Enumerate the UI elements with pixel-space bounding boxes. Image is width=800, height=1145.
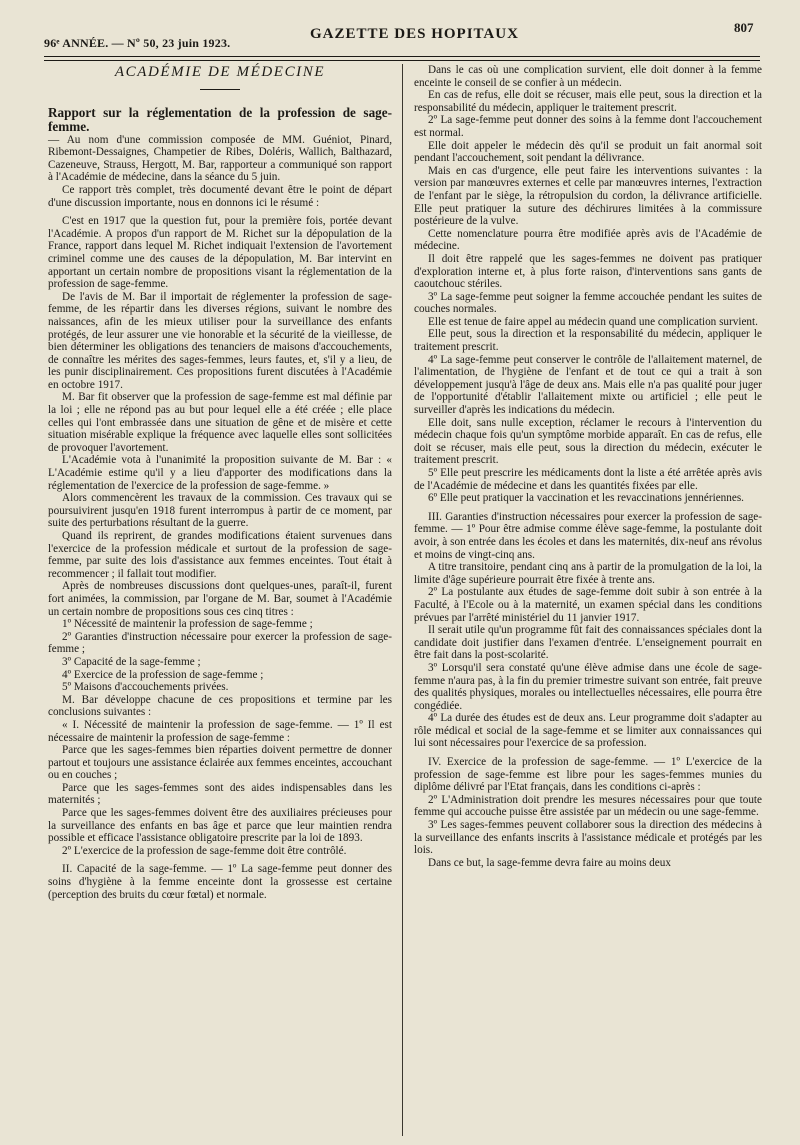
paragraph: 4º La durée des études est de deux ans. Leur programme doit s'adapter au rôle médical et social de la sage-femme et se limiter aux connaissances qui lui sont nécessaires pour l'exercice de sa profession. [414,712,762,750]
header-rule [44,56,760,57]
paragraph: Elle doit, sans nulle exception, réclamer le recours à l'intervention du médecin chaque fois qu'un symptôme morbide apparaît. En cas de refus, elle doit se récuser, mais elle peut, sous la direction du médecin, exécuter le traitement prescrit. [414,416,762,467]
paragraph: Parce que les sages-femmes doivent être des auxiliaires précieuses pour la surveillance des enfants en bas âge et parce que leur maintien rendra possible et efficace l'assistance obligatoire prescrite par la loi de 1893. [48,807,392,845]
paragraph: De l'avis de M. Bar il importait de réglementer la profession de sage-femme, de les répartir dans les diverses régions, suivant le nombre des naissances, afin de les mieux utiliser pour la surveillance des enfants protégés, de leur assurer une vie honorable et la sécurité de la vieillesse, de bien déterminer les obligations des tenanciers de maisons d'accouchements, de connaître les mérites des sages-femmes, leurs fautes, et, s'il y a lieu, de les punir disciplinairement. Ces propositions furent discutées à l'Académie en octobre 1917. [48,290,392,391]
list-item: 3º Capacité de la sage-femme ; [62,655,201,668]
paragraph: Mais en cas d'urgence, elle peut faire les interventions suivantes : la version par manœuvres externes et celle par manœuvres internes, l'extraction de l'enfant par le siège, la rétropulsion du cordon, la délivrance artificielle. Elle peut pratiquer la suture des déchirures limitées à la commissure postérieure de la vulve. [414,164,762,228]
paragraph: Parce que les sages-femmes bien réparties doivent permettre de donner partout et toujours une assistance éclairée aux femmes enceintes, accouchant ou en couches ; [48,744,392,782]
paragraph: Il doit être rappelé que les sages-femmes ne doivent pas pratiquer d'exploration interne et, à plus forte raison, d'interventions sans gants de caoutchouc stériles. [414,252,762,291]
paragraph: Il serait utile qu'un programme fût fait des connaissances spéciales dont la candidate doit justifier dans l'examen d'entrée. L'enseignement pourrait en être fait dans la post-scolarité. [414,624,762,662]
paragraph: Quand ils reprirent, de grandes modifications étaient survenues dans l'exercice de la profession médicale et surtout de la profession de sage-femme, par suite des lois d'assistance aux femmes enceintes. Tout était à recommencer ; il fallait tout modifier. [48,530,392,580]
list-item: 5º Maisons d'accouchements privées. [62,681,229,694]
column-divider [402,64,403,1136]
issue-info: 96ᵉ ANNÉE. — Nº 50, 23 juin 1923. [44,36,231,50]
paragraph: 3º Les sages-femmes peuvent collaborer sous la direction des médecins à la surveillance des enfants inscrits à l'assistance médicale et protégés par les lois. [414,819,762,857]
paragraph: Dans ce but, la sage-femme devra faire au moins deux [428,856,671,869]
paragraph: 3º La sage-femme peut soigner la femme accouchée pendant les suites de couches normales. [414,290,762,316]
right-column [414,64,762,869]
left-column [48,66,392,901]
paragraph: Dans le cas où une complication survient, elle doit donner à la femme enceinte le conseil de se confier à un médecin. [414,64,762,89]
list-item: 2º Garanties d'instruction nécessaire pour exercer la profession de sage-femme ; [48,630,392,656]
paragraph: IV. Exercice de la profession de sage-femme. — 1º L'exercice de la profession de sage-femme est libre pour les sages-femmes munies du diplôme délivré par l'Etat français, dans les conditions ci-après : [414,756,762,794]
journal-title: GAZETTE DES HOPITAUX [310,26,519,42]
paragraph: 2º L'Administration doit prendre les mesures nécessaires pour que toute femme qui accouche puisse être assistée par un médecin ou une sage-femme. [414,793,762,819]
report-title: Rapport sur la réglementation de la profession de sage-femme. [48,104,392,134]
paragraph: III. Garanties d'instruction nécessaires pour exercer la profession de sage-femme. — 1º Pour être admise comme élève sage-femme, la postulante doit avoir, à son entrée dans les écoles et dans les maternités, dix-neuf ans révolus et moins de vingt-cinq ans. [414,510,762,561]
paragraph: Elle peut, sous la direction et la responsabilité du médecin, appliquer le traitement prescrit. [414,328,762,354]
paragraph: 4º La sage-femme peut conserver le contrôle de l'allaitement maternel, de l'alimentation, de l'hygiène de l'enfant et de tout ce qui a trait à son développement jusqu'à l'âge de deux ans. Mais elle n'a pas qualité pour juger de l'opportunité d'établir l'allaitement mixte ou artificiel ; elle peut le surveiller d'après les indications du médecin. [414,353,762,417]
paragraph: M. Bar fit observer que la profession de sage-femme est mal définie par la loi ; elle ne répond pas au but pour lequel elle a été créée ; elle place celles qui l'ont embrassée dans une situation de gêne et de misère et cette situation misérable explique la fréquence avec laquelle elles sont sollicitées de provoquer l'avortement. [48,391,392,454]
header-rule-double [44,60,760,61]
paragraph: « I. Nécessité de maintenir la profession de sage-femme. — 1º Il est nécessaire de maintenir la profession de sage-femme : [48,718,392,744]
paragraph: M. Bar développe chacune de ces propositions et termine par les conclusions suivantes : [48,693,392,719]
paragraph: Ce rapport très complet, très documenté devant être le point de départ d'une discussion importante, nous en donnons ici le résumé : [48,183,392,209]
paragraph: 6º Elle peut pratiquer la vaccination et les revaccinations jennériennes. [428,492,744,505]
page-number: 807 [734,20,754,35]
list-item: 1º Nécessité de maintenir la profession de sage-femme ; [62,618,313,631]
paragraph: 2º L'exercice de la profession de sage-femme doit être contrôlé. [62,844,347,857]
paragraph: Alors commencèrent les travaux de la commission. Ces travaux qui se poursuivirent jusqu'en 1918 furent interrompus à partir de ce moment, par suite des perturbations résultant de la guerre. [48,492,392,530]
paragraph: 2º La sage-femme peut donner des soins à la femme dont l'accouchement est normal. [414,114,762,139]
paragraph: C'est en 1917 que la question fut, pour la première fois, portée devant l'Académie. A propos d'un rapport de M. Richet sur la dépopulation de la France, rapport dans lequel M. Richet indiquait l'extension de l'avortement criminel comme une des causes de la dépopulation, M. Bar intervint en apportant un certain nombre de propositions visant la réglementation de la profession de sage-femme. [48,215,392,291]
paragraph: A titre transitoire, pendant cinq ans à partir de la promulgation de la loi, la limite d'âge supérieure pourrait être fixée à trente ans. [414,561,762,586]
paragraph: 3º Lorsqu'il sera constaté qu'une élève admise dans une école de sage-femme n'aura pas, à la fin du premier trimestre suivant son entrée, fait preuve des qualités physiques, morales ou intellectuelles nécessaires, elle pourra être congédiée. [414,661,762,712]
paragraph: Cette nomenclature pourra être modifiée après avis de l'Académie de médecine. [414,227,762,253]
paragraph: II. Capacité de la sage-femme. — 1º La sage-femme peut donner des soins d'hygiène à la femme enceinte dont la grossesse est certaine (perception des bruits du cœur fœtal) et normale. [48,863,392,901]
paragraph: — Au nom d'une commission composée de MM. Guéniot, Pinard, Ribemont-Dessaignes, Champetier de Ribes, Doléris, Wallich, Balthazard, Cazeneuve, Strauss, Hergott, M. Bar, rapporteur a communiqué son rapport à l'Académie de médecine, dans la séance du 5 juin. [48,133,392,184]
paragraph: Parce que les sages-femmes sont des aides indispensables dans les maternités ; [48,781,392,807]
paragraph: 2º La postulante aux études de sage-femme doit subir à son entrée à la Faculté, à l'Ecole ou à la maternité, un examen spécial dans les conditions prévues par l'arrêté ministériel du 11 janvier 1917. [414,586,762,624]
paragraph: L'Académie vota à l'unanimité la proposition suivante de M. Bar : « L'Académie estime qu'il y a lieu d'apporter des modifications dans la réglementation de l'exercice de la profession de sage-femme. » [48,454,392,492]
paragraph: Elle est tenue de faire appel au médecin quand une complication survient. [428,315,758,328]
paragraph: Elle doit appeler le médecin dès qu'il se produit un fait anormal soit pendant l'accouchement, soit pendant la délivrance. [414,139,762,165]
paragraph: 5º Elle peut prescrire les médicaments dont la liste a été arrêtée après avis de l'Académie de médecine et dans les quantités fixées par elle. [414,467,762,492]
title-rule [200,89,240,90]
paragraph: En cas de refus, elle doit se récuser, mais elle peut, sous la direction et la responsabilité du médecin, appliquer le traitement prescrit. [414,89,762,114]
list-item: 4º Exercice de la profession de sage-femme ; [62,668,264,681]
section-title: ACADÉMIE DE MÉDECINE [114,64,326,80]
paragraph: Après de nombreuses discussions dont quelques-unes, paraît-il, furent fort animées, la commission, par l'organe de M. Bar, soumet à l'Académie un certain nombre de propositions sous ces cinq titres : [48,580,392,618]
